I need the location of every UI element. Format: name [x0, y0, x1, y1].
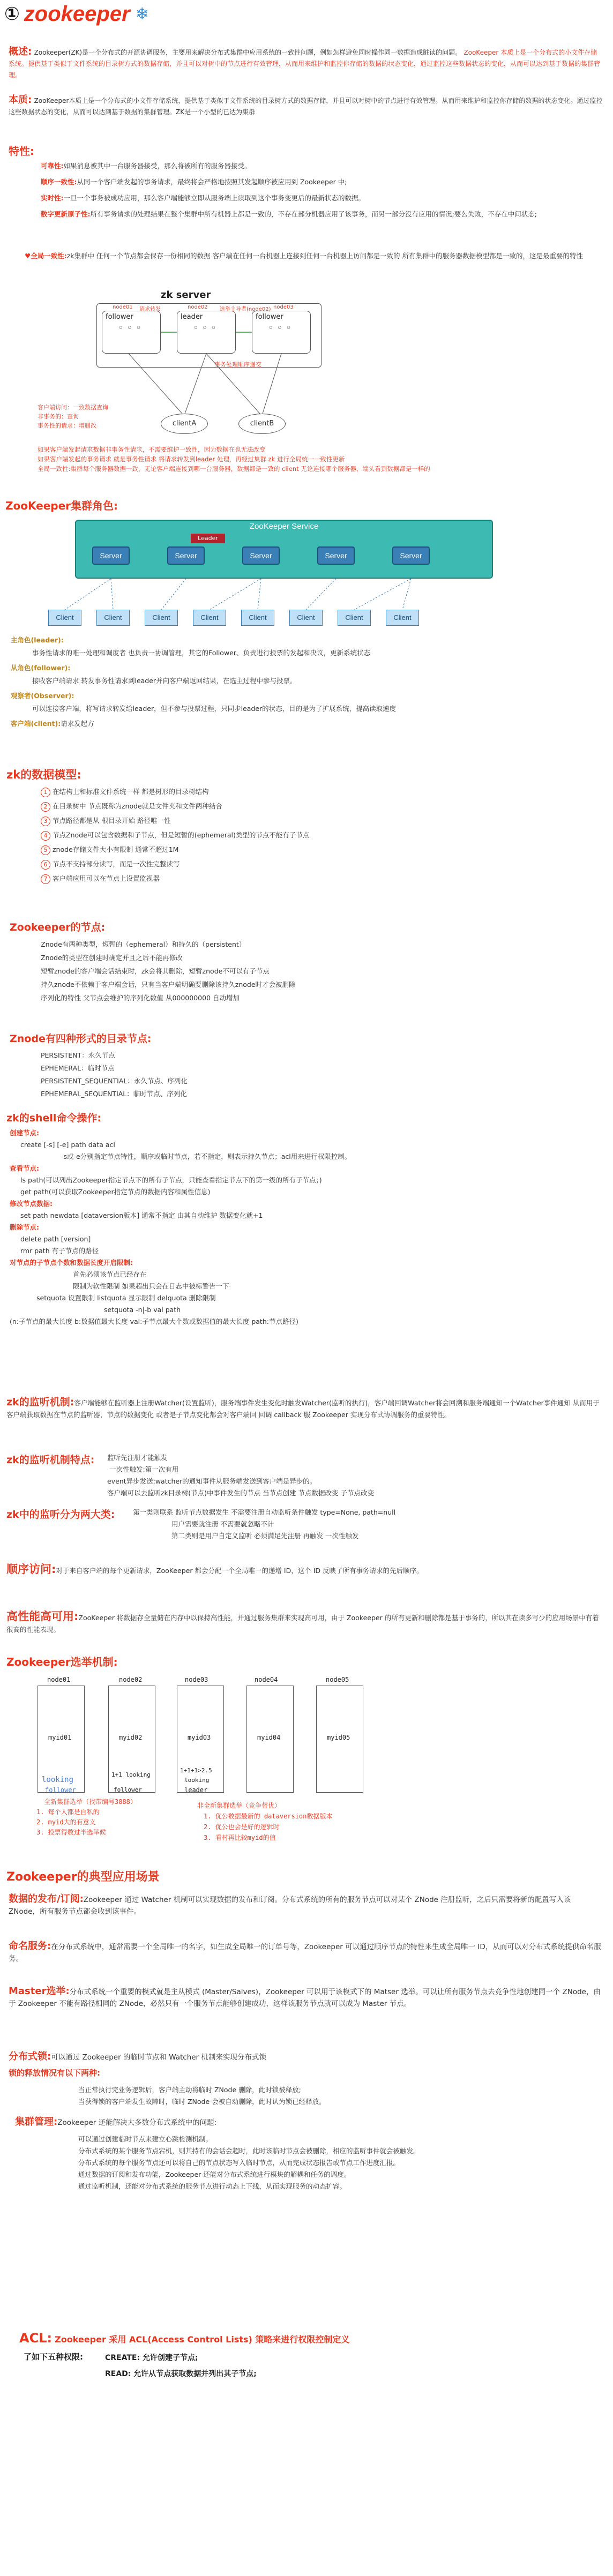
acl-create: CREATE: 允许创建子节点;	[105, 2354, 198, 2362]
scene-item: 数据的发布/订阅:Zookeeper 通过 Watcher 机制可以实现数据的发布和订阅。分布式系统的所有的服务节点可以对某个 ZNode 注册监听，之后只需要将新的配置写入该 ZNode，所有服务节点都会收到该事件。	[9, 1893, 571, 1916]
watch-types-list: 第一类则联系 监听节点数据发生 不需要注册自动监听条件触发 type=None, path=null 用户需要就注册 不需要就忽略不计 第二类则是用户自定义监听 必须满足先注册 再触发 一次性触发	[133, 1508, 396, 1540]
myid-label: myid01	[48, 1734, 72, 1741]
essence-text: ZooKeeper本质上是一个分布式的小文件存储系统，提供基于类似于文件系统的目录树方式的数据存储，并且可以对树中的节点进行有效管理。从而用来维护和监控你存储的数据的状态变化。通过监控这些数据状态的变化，从而可以达到基于数据的集群管理。ZK是一个小型的已达为集群	[9, 97, 603, 116]
page-header	[4, 1, 149, 27]
roles-title: ZooKeeper集群角色:	[5, 499, 118, 512]
list-item: 7 客户端应用可以在节点上设置监视器	[41, 873, 577, 884]
server-box: Server	[167, 546, 205, 565]
forms-title: Znode有四种形式的目录节点:	[10, 1033, 152, 1045]
watch-features-title: zk的监听机制特点:	[6, 1454, 95, 1466]
client-box: Client	[338, 610, 371, 626]
client-box: Client	[145, 610, 178, 626]
client-notes: 客户端访问：一致数据查询 非事务的：查询 事务性的请求：增删改	[38, 404, 108, 429]
election-title: Zookeeper选举机制:	[6, 1656, 118, 1668]
node-col-label: node02	[119, 1676, 143, 1683]
label-node02: node02	[188, 304, 208, 310]
server-box: Server	[392, 546, 430, 565]
essence-label: 本质:	[9, 94, 32, 106]
label-node03: node03	[273, 304, 294, 310]
election-new-cluster: 全新集群选举（找带编号3888） 1. 每个人都是自私的 2. myid大的有意义 3. 投票得数过半选举候	[36, 1798, 137, 1836]
page-title: zookeeper	[24, 2, 130, 26]
label-election: 选举主导者(node02)	[220, 306, 271, 312]
client-box: Client	[48, 610, 81, 626]
forms-list: PERSISTENT：永久节点 EPHEMERAL：临时节点 PERSISTENT_SEQUENTIAL：永久节点、序列化 EPHEMERAL_SEQUENTIAL：临时节点、序列化	[41, 1051, 188, 1098]
shell-block: 创建节点: create [-s] [-e] path data acl -s或-e分别指定节点特性，顺序或临时节点，若不指定，则表示持久节点；acl用来进行权限控制。 查看节点: ls path(可以列出Zookeeper指定节点下的所有子节点，只能查看指定节点下的第一级的所有子节点；) get path(可以获取Zookeeper指定节点的数据内容和属性信息) 修改节点数据: set path newdata [dataversion版本] 通常不指定 由其自动维护 数据变化就+1 删除节点: delete path [version] rmr path 有子节点的路径 对节点的子节点个数和数据长度开启限制: 首先必须该节点已经存在 限制为软性限制 如果超出只会在日志中被标警告一下 setquota 设置限制 listquota 显示限制 delquota 删除限制 setquota -n|-b val path (n:子节点的最大长度 b:数据值最大长度 val:子节点最大个数或数据值的最大长度 path:节点路径)	[10, 1129, 352, 1326]
client-box: Client	[289, 610, 323, 626]
node-col-label: node01	[47, 1676, 71, 1683]
diagram-lines	[96, 289, 397, 461]
tree-icon: ◦◦◦	[193, 323, 220, 334]
state-follower: follower	[114, 1786, 142, 1793]
tree-icon: ◦◦◦	[268, 323, 295, 334]
section-number: ①	[4, 3, 20, 25]
scene-item: Master选举:分布式系统一个重要的模式就是主从模式 (Master/Salves)，Zookeeper 可以用于该模式下的 Matser 选举。可以让所有服务节点去竞争性地创建同一个 ZNode，由于 Zookeeper 不能有路径相同的 ZNode，必然只有一个服务节点能够创建成功，这样该服务节点就可以成为 Master 节点。	[9, 1986, 601, 2008]
myid-label: myid03	[188, 1734, 211, 1741]
client-a: clientA	[161, 414, 208, 434]
nodes-title: Zookeeper的节点:	[10, 922, 106, 933]
lock-list: 当正常执行完业务逻辑后，客户端主动将临时 ZNode 删除，此时锁被释放; 当获得锁的客户端发生故障时，临时 ZNode 会被自动删除，此时认为锁已经释放。	[78, 2086, 326, 2106]
roles-list: 主角色(leader): 事务性请求的唯一处理和调度者 也负责一协调管理，其它的Follower、负责进行投票的发起和决议，更新系统状态 从角色(follower): 接收客户端请求 转发事务性请求到leader并向客户端返回结果，在选主过程中参与投票。 观察者(Observer): 可以连接客户端，将写请求转发给leader，但不参与投票过程，只同步leader的状态，目的是为了扩展系统，提高读取速度 客户端(client):请求发起方	[11, 636, 397, 728]
client-box: Client	[386, 610, 419, 626]
node-col-label: node03	[185, 1676, 208, 1683]
feature-item: 可靠性:如果消息被其中一台服务器接受，那么将被所有的服务器接受。	[41, 162, 251, 170]
zk-service-box: ZooKeeper Service	[75, 520, 493, 579]
cluster-heading: 集群管理:Zookeeper 还能解决大多数分布式系统中的问题:	[15, 2116, 217, 2128]
node-col-label: node05	[326, 1676, 349, 1683]
label-node01: node01	[113, 304, 133, 310]
feature-item-global: ♥全局一致性:zk集群中 任何一个节点都会保存一份相同的数据 客户端在任何一台机器上连接到任何一台机器上访问都是一致的 所有集群中的服务器数据模型都是一致的，这是最重要的特性	[25, 252, 583, 260]
tree-icon: ◦◦◦	[118, 323, 145, 334]
node-follower-2: follower ◦◦◦	[252, 311, 311, 354]
state-looking: 1+1 looking	[111, 1771, 151, 1778]
watch-features-list: 监听先注册才能触发 一次性触发:第一次有用 event异步发送:watcher的通知事件从服务端发送到客户端是异步的。 客户端可以去监听zk目录树(节点)中事件发生的节点 当节点创建 节点数据改变 子节点改变	[107, 1454, 374, 1497]
overview-label: 概述:	[9, 46, 32, 57]
snowflake-icon: ❄	[135, 4, 149, 24]
list-item: 2 在目录树中 节点既称为znode就是文件夹和文件两种结合	[41, 801, 577, 812]
features-list	[41, 161, 603, 225]
scene-item: 分布式锁:可以通过 Zookeeper 的临时节点和 Watcher 机制来实现分布式锁	[9, 2051, 266, 2062]
myid-label: myid04	[257, 1734, 281, 1741]
seq-block: 顺序访问:对于来自客户端的每个更新请求，ZooKeeper 都会分配一个全局唯一的递增 ID，这个 ID 反映了所有事务请求的先后顺序。	[6, 1563, 423, 1576]
client-box: Client	[96, 610, 130, 626]
seq-title: 顺序访问:	[6, 1563, 56, 1576]
server-box: Server	[92, 546, 130, 565]
state-looking: looking	[42, 1776, 74, 1784]
acl-sub: 了如下五种权限:	[24, 2352, 83, 2362]
zk-server-diagram	[96, 289, 397, 461]
list-item: 4 节点Znode可以包含数据和子节点，但是短暂的(ephemeral)类型的节点不能有子节点	[41, 830, 577, 841]
client-b: clientB	[238, 414, 286, 434]
feature-item: 顺序一致性:从同一个客户端发起的事务请求，最终将会严格地按照其发起顺序被应用到 Zookeeper 中;	[41, 178, 347, 186]
perf-title: 高性能高可用:	[6, 1610, 79, 1623]
heart-icon: ♥	[25, 252, 31, 260]
overview-text1: Zookeeper(ZK)是一个分布式的开源协调服务，主要用来解决分布式集群中应用系统的一致性问题，例如怎样避免同时操作同一数据造成脏读的问题。	[34, 49, 462, 56]
list-item: 3 节点路径都是从 根目录开始 路径唯一性	[41, 815, 577, 826]
feature-item: 实时性:一旦一个事务被成功应用，那么客户端能够立即从服务端上读取到这个事务变更后的最新状态的数据。	[41, 194, 365, 202]
election-old-cluster: 非全新集群选举（竞争替优） 1. 优公数据最新的 dataversion数据版本 2. 优公也会是好的逻辑时 3. 看村再比较myid的值	[197, 1802, 333, 1841]
state-count: 1+1+1>2.5	[180, 1767, 212, 1774]
server-box: Server	[242, 546, 280, 565]
nodes-list: Znode有两种类型，短暂的（ephemeral）和持久的（persistent） Znode的类型在创建时确定并且之后不能再修改 短暂znode的客户端会话结束时，zk会将其删除，短暂znode不可以有子节点 持久znode不依赖于客户端会话，只有当客户端明确要删除该持久znode时才会被删除 序列化的特性 父节点会维护的序列化数值 从000000000 自动增加	[41, 940, 296, 1002]
cluster-list: 可以通过创建临时节点来建立心跳检测机制。 分布式系统的某个服务节点宕机，则其持有的会话会超时，此时该临时节点会被删除，相应的监听事件就会被触发。 分布式系统的每个服务节点还可以将自己的节点状态写入临时节点，从而完成状态报告或节点工作进度汇报。 通过数据的订阅和发布功能，Zookeeper 还能对分布式系统进行模块的解耦和任务的调度。 通过监听机制，还能对分布式系统的服务节点进行动态上下线，从而实现服务的动态扩容。	[78, 2135, 420, 2190]
acl-title: ACL:	[19, 2331, 53, 2346]
leader-tag: Leader	[191, 534, 225, 543]
client-box: Client	[241, 610, 274, 626]
watch-title: zk的监听机制:	[6, 1396, 74, 1408]
node-leader: leader ◦◦◦	[177, 311, 236, 354]
list-item: 1 在结构上和标准文件系统一样 都是树形的目录树结构	[41, 787, 577, 797]
features-title: 特性:	[9, 145, 34, 158]
acl-heading: ACL: Zookeeper 采用 ACL(Access Control Lists) 策略来进行权限控制定义	[19, 2331, 350, 2346]
diagram-red-notes: 如果客户端发起请求数据非事务性请求，不需要维护一致性，因为数据在也无法改变 如果客户端发起的事务请求 就是事务性请求 将请求转发到leader 处理，再经过集群 zk 进行全局统一一致性更新 全局一致性:集群每个服务器数据一致，无论客户端连接到哪一台服务器，数据都是一致的 client 无论连接哪个服务器，端头看到数据都是一样的	[38, 446, 430, 473]
state-leader: leader	[184, 1786, 208, 1794]
datamodel-list	[41, 787, 577, 888]
watch-types-title: zk中的监听分为两大类:	[6, 1509, 115, 1521]
overview	[9, 46, 603, 81]
scenes-title: Zookeeper的典型应用场景	[6, 1870, 160, 1884]
overview-text2: ZooKeeper 本质上是一个分布式的小文件存储系统。提供基于类似于文件系统的目录树方式的数据存储，并且可以对树中的节点进行有效管理，从而用来维护和监控你存储的数据的状态变化，通过监控这些数据状态的变化，从而可以达到基于数据的集群管理。	[9, 49, 601, 79]
list-item: 5 znode存储文件大小有限制 通常不超过1M	[41, 844, 577, 855]
state-follower: follower	[45, 1786, 76, 1794]
server-box: Server	[317, 546, 355, 565]
list-item: 6 节点不支持部分读写，而是一次性完整读写	[41, 859, 577, 870]
essence	[9, 94, 603, 118]
label-forward: 请求转发	[139, 306, 161, 312]
client-box: Client	[193, 610, 226, 626]
node-col-label: node04	[255, 1676, 278, 1683]
feature-item: 数字更新原子性:所有事务请求的处理结果在整个集群中所有机器上都是一致的，不存在部分机器应用了该事务，而另一部分没有应用的情况;要么失败，不存在中间状态;	[41, 210, 537, 218]
scene-item: 命名服务:在分布式系统中，通常需要一个全局唯一的名字，如生成全局唯一的订单号等，Zookeeper 可以通过顺序节点的特性来生成全局唯一 ID，从而可以对分布式系统提供命名服务。	[9, 1941, 601, 1963]
watch-block: zk的监听机制:客户端能够在监听器上注册Watcher(设置监听)，服务端事件发生变化时触发Watcher(监听的执行)，客户端回调Watcher将会回溯和服务端通知一个Watcher事件通知 从而用于客户端获取数据在节点的监听器，节点的数据变化 或者是子节点变化都会对客户端回 回调 callback 服 Zookeeper 实现分布式协调服务的重要特性。	[6, 1396, 600, 1419]
lock-title: 锁的释放情况有以下两种:	[9, 2068, 100, 2078]
arrow-label: 事务处理顺序递交	[214, 361, 261, 368]
diagram-title: zk server	[161, 289, 211, 301]
node-follower-1: follower ◦◦◦	[102, 311, 161, 354]
shell-title: zk的shell命令操作:	[6, 1112, 102, 1124]
acl-read: READ: 允许从节点获取数据并列出其子节点;	[105, 2370, 257, 2378]
myid-label: myid02	[119, 1734, 143, 1741]
datamodel-title: zk的数据模型:	[6, 768, 81, 781]
state-looking: looking	[184, 1777, 210, 1784]
client-links	[0, 579, 613, 611]
perf-block: 高性能高可用:ZooKeeper 将数据存全量储在内存中以保持高性能，并通过服务集群来实现高可用，由于 Zookeeper 的所有更新和删除都是基于事务的，所以其在读多写少的应用场景中有着很高的性能表现。	[6, 1610, 599, 1634]
myid-label: myid05	[327, 1734, 350, 1741]
